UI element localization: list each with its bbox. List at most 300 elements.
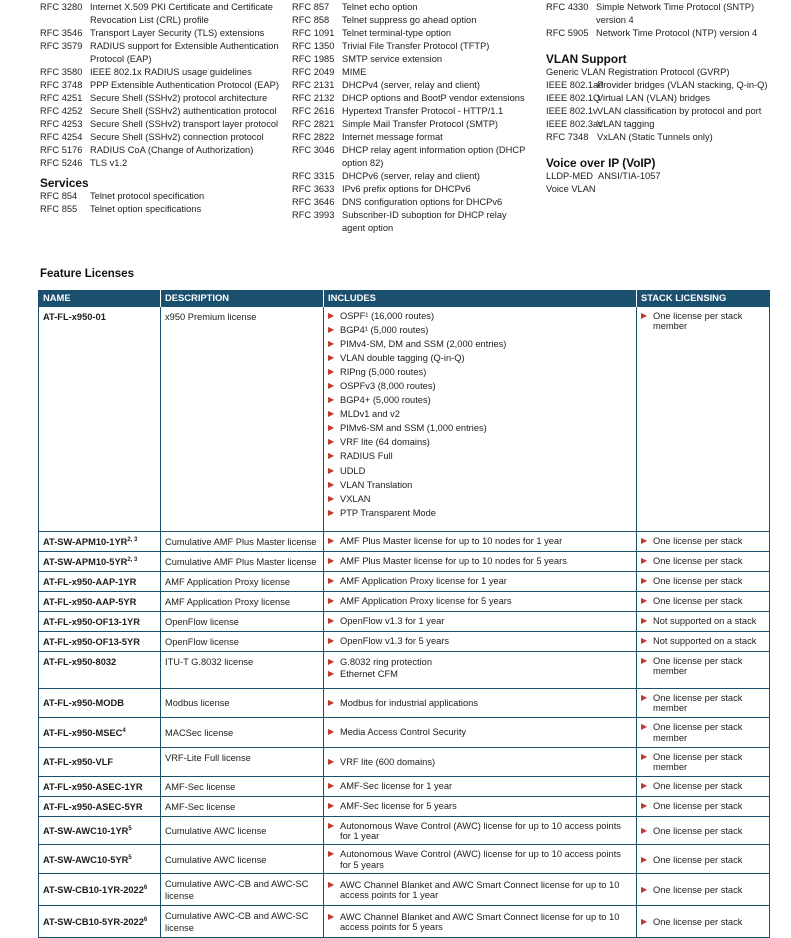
stack-item — [641, 576, 765, 586]
license-name — [39, 717, 161, 747]
column-header-name: NAME — [39, 290, 161, 306]
stack-text: One license per stack member — [653, 751, 743, 772]
rfc-description: DHCP relay agent information option (DHCP option 82) — [342, 145, 526, 168]
stack-item — [641, 616, 765, 626]
stack-item — [641, 826, 765, 836]
license-description: Cumulative AWC-CB and AWC-SC license — [161, 906, 324, 938]
rfc-number: RFC 1350 — [292, 41, 335, 51]
license-includes — [324, 874, 637, 906]
arrow-right-icon: ▶ — [328, 576, 335, 586]
arrow-right-icon: ▶ — [328, 338, 335, 348]
arrow-right-icon: ▶ — [328, 820, 335, 830]
rfc-item — [546, 27, 786, 40]
vlan-standard: IEEE 802.1v — [546, 106, 598, 116]
rfc-item — [40, 203, 280, 216]
table-row — [39, 874, 770, 906]
stack-text: Not supported on a stack — [653, 636, 757, 647]
includes-item — [328, 478, 632, 492]
vlan-item — [546, 92, 786, 105]
arrow-right-icon: ▶ — [328, 781, 335, 791]
rfc-description: SMTP service extension — [342, 54, 443, 64]
license-description: AMF-Sec license — [161, 796, 324, 816]
voip-item — [546, 170, 786, 183]
includes-item — [328, 351, 632, 365]
stack-item — [641, 752, 765, 773]
license-stack — [637, 571, 770, 591]
rfc-item — [292, 79, 532, 92]
includes-item — [328, 536, 632, 546]
arrow-right-icon: ▶ — [328, 756, 335, 766]
rfc-number: RFC 4254 — [40, 132, 83, 142]
includes-text: Ethernet CFM — [340, 669, 398, 679]
rfc-description: Hypertext Transfer Protocol - HTTP/1.1 — [342, 106, 504, 116]
includes-item — [328, 435, 632, 449]
rfc-description: Telnet option specifications — [90, 204, 202, 214]
stack-item — [641, 885, 765, 895]
includes-item — [328, 576, 632, 586]
vlan-description: VLAN tagging — [597, 119, 655, 129]
license-name-text: AT-FL-x950-MSEC — [43, 727, 123, 738]
stack-item — [641, 311, 765, 332]
stack-item — [641, 656, 765, 677]
includes-text: AMF Plus Master license for up to 10 nodes for 1 year — [340, 536, 563, 547]
license-stack — [637, 906, 770, 938]
includes-text: Autonomous Wave Control (AWC) license for up to 10 access points for 5 years — [340, 849, 621, 870]
arrow-right-icon: ▶ — [328, 697, 335, 707]
rfc-description: TLS v1.2 — [90, 158, 128, 168]
arrow-right-icon: ▶ — [328, 656, 335, 666]
rfc-description: RADIUS CoA (Change of Authorization) — [90, 145, 254, 155]
vlan-item — [546, 105, 786, 118]
includes-text: AMF-Sec license for 1 year — [340, 781, 453, 792]
license-stack — [637, 688, 770, 717]
includes-text: AMF-Sec license for 5 years — [340, 801, 457, 812]
rfc-description: PPP Extensible Authentication Protocol (EAP) — [90, 80, 279, 90]
license-name — [39, 845, 161, 874]
rfc-description: Subscriber-ID suboption for DHCP relay agent option — [342, 210, 507, 233]
license-description: Cumulative AMF Plus Master license — [161, 531, 324, 551]
rfc-item — [292, 170, 532, 183]
license-includes — [324, 816, 637, 845]
vlan-item: Generic VLAN Registration Protocol (GVRP) — [546, 67, 730, 77]
includes-item — [328, 421, 632, 435]
stack-text: One license per stack member — [653, 692, 743, 713]
arrow-right-icon: ▶ — [641, 310, 648, 320]
rfc-item — [40, 40, 280, 66]
license-description: OpenFlow license — [161, 631, 324, 651]
table-row — [39, 651, 770, 688]
rfc-list-time — [546, 1, 786, 40]
license-stack — [637, 796, 770, 816]
voip-item-key: LLDP-MED — [546, 171, 594, 181]
stack-item — [641, 693, 765, 714]
includes-item — [328, 912, 632, 933]
stack-text: One license per stack — [653, 854, 743, 865]
stack-text: One license per stack — [653, 556, 743, 567]
stack-item — [641, 781, 765, 791]
license-stack — [637, 551, 770, 571]
arrow-right-icon: ▶ — [328, 310, 335, 320]
table-row — [39, 631, 770, 651]
rfc-number: RFC 2049 — [292, 67, 335, 77]
vlan-description: VLAN classification by protocol and port — [597, 106, 762, 116]
license-description: OpenFlow license — [161, 611, 324, 631]
arrow-right-icon: ▶ — [641, 636, 648, 646]
footnote-ref: 5 — [128, 825, 132, 832]
table-row — [39, 906, 770, 938]
license-description: Cumulative AWC license — [161, 816, 324, 845]
license-description: AMF-Sec license — [161, 776, 324, 796]
rfc-number: RFC 3315 — [292, 171, 335, 181]
rfc-item — [40, 144, 280, 157]
license-includes — [324, 571, 637, 591]
license-name — [39, 874, 161, 906]
footnote-ref: 2, 3 — [127, 536, 138, 543]
includes-text: RIPng (5,000 routes) — [340, 366, 427, 377]
includes-item — [328, 407, 632, 421]
arrow-right-icon: ▶ — [328, 727, 335, 737]
rfc-description: DNS configuration options for DHCPv6 — [342, 197, 503, 207]
arrow-right-icon: ▶ — [328, 616, 335, 626]
license-name — [39, 816, 161, 845]
stack-text: One license per stack — [653, 916, 743, 927]
rfc-number: RFC 5246 — [40, 158, 83, 168]
rfc-description: Telnet terminal-type option — [342, 28, 452, 38]
footnote-ref: 2, 3 — [127, 556, 138, 563]
license-includes — [324, 747, 637, 776]
arrow-right-icon: ▶ — [328, 395, 335, 405]
rfc-item — [40, 118, 280, 131]
column-header-description: DESCRIPTION — [161, 290, 324, 306]
rfc-number: RFC 854 — [40, 191, 78, 201]
license-name-text: AT-SW-AWC10-1YR — [43, 825, 129, 836]
includes-text: OSPFv3 (8,000 routes) — [340, 380, 436, 391]
license-description: Cumulative AWC-CB and AWC-SC license — [161, 874, 324, 906]
rfc-item — [40, 66, 280, 79]
rfc-item — [292, 183, 532, 196]
includes-item — [328, 309, 632, 323]
license-description: Cumulative AWC license — [161, 845, 324, 874]
includes-text: PIMv4-SM, DM and SSM (2,000 entries) — [340, 338, 507, 349]
license-name-text: AT-FL-x950-VLF — [43, 757, 114, 767]
table-row — [39, 747, 770, 776]
arrow-right-icon: ▶ — [328, 493, 335, 503]
table-row — [39, 591, 770, 611]
table-row — [39, 816, 770, 845]
rfc-description: DHCP options and BootP vendor extensions — [342, 93, 525, 103]
rfc-item — [40, 105, 280, 118]
rfc-item — [292, 105, 532, 118]
license-name-text: AT-SW-CB10-5YR-2022 — [43, 917, 144, 928]
standards-column-2 — [292, 1, 532, 235]
rfc-item — [292, 144, 532, 170]
rfc-description: DHCPv4 (server, relay and client) — [342, 80, 480, 90]
table-row — [39, 717, 770, 747]
arrow-right-icon: ▶ — [641, 596, 648, 606]
includes-text: OpenFlow v1.3 for 5 years — [340, 636, 450, 647]
license-name-text: AT-FL-x950-ASEC-5YR — [43, 801, 143, 812]
license-stack — [637, 631, 770, 651]
includes-text: VRF lite (64 domains) — [340, 437, 430, 448]
rfc-description: MIME — [342, 67, 367, 77]
rfc-list-security — [40, 1, 280, 170]
stack-item — [641, 536, 765, 546]
license-stack — [637, 611, 770, 631]
includes-item — [328, 849, 632, 870]
standards-column-1 — [40, 1, 280, 216]
license-stack — [637, 776, 770, 796]
arrow-right-icon: ▶ — [641, 884, 648, 894]
license-name-text: AT-FL-x950-ASEC-1YR — [43, 781, 143, 792]
arrow-right-icon: ▶ — [641, 801, 648, 811]
license-stack — [637, 531, 770, 551]
rfc-item — [292, 209, 532, 235]
vlan-support-heading: VLAN Support — [546, 52, 627, 66]
rfc-number: RFC 855 — [40, 204, 78, 214]
arrow-right-icon: ▶ — [328, 636, 335, 646]
arrow-right-icon: ▶ — [328, 465, 335, 475]
rfc-item — [292, 196, 532, 209]
rfc-description: Simple Network Time Protocol (SNTP) version 4 — [596, 2, 755, 25]
table-header-row — [39, 290, 770, 306]
arrow-right-icon: ▶ — [641, 722, 648, 732]
arrow-right-icon: ▶ — [641, 536, 648, 546]
stack-item — [641, 917, 765, 927]
table-row — [39, 571, 770, 591]
arrow-right-icon: ▶ — [328, 366, 335, 376]
rfc-number: RFC 4330 — [546, 2, 589, 12]
rfc-number: RFC 4253 — [40, 119, 83, 129]
license-stack — [637, 747, 770, 776]
includes-item — [328, 464, 632, 478]
rfc-description: IPv6 prefix options for DHCPv6 — [342, 184, 471, 194]
stack-text: One license per stack — [653, 596, 743, 607]
arrow-right-icon: ▶ — [328, 352, 335, 362]
table-row-premium — [39, 306, 770, 531]
license-name-text: AT-SW-AWC10-5YR — [43, 854, 129, 865]
includes-text: BGP4¹ (5,000 routes) — [340, 324, 429, 335]
rfc-item — [546, 1, 786, 27]
arrow-right-icon: ▶ — [641, 616, 648, 626]
feature-licenses-table — [38, 290, 770, 938]
table-row — [39, 845, 770, 874]
rfc-number: RFC 3580 — [40, 67, 83, 77]
footnote-ref: 6 — [143, 917, 148, 924]
license-includes — [324, 906, 637, 938]
rfc-number: RFC 5905 — [546, 28, 589, 38]
includes-item — [328, 636, 632, 646]
license-includes — [324, 631, 637, 651]
rfc-description: RADIUS support for Extensible Authentication Protocol (EAP) — [90, 41, 279, 64]
stack-text: One license per stack member — [653, 310, 743, 331]
table-row — [39, 611, 770, 631]
arrow-right-icon: ▶ — [328, 380, 335, 390]
includes-text: VLAN Translation — [340, 479, 413, 490]
arrow-right-icon: ▶ — [328, 596, 335, 606]
license-description: Cumulative AMF Plus Master license — [161, 551, 324, 571]
license-name — [39, 747, 161, 776]
includes-item — [328, 337, 632, 351]
license-name — [39, 571, 161, 591]
rfc-number: RFC 3993 — [292, 210, 335, 220]
rfc-item — [292, 1, 532, 14]
includes-item — [328, 556, 632, 566]
vlan-description: VxLAN (Static Tunnels only) — [597, 132, 713, 142]
arrow-right-icon: ▶ — [328, 451, 335, 461]
license-name-text: AT-FL-x950-MODB — [43, 698, 124, 708]
arrow-right-icon: ▶ — [641, 655, 648, 665]
arrow-right-icon: ▶ — [641, 751, 648, 761]
rfc-description: Telnet suppress go ahead option — [342, 15, 477, 25]
rfc-description: Simple Mail Transfer Protocol (SMTP) — [342, 119, 499, 129]
rfc-number: RFC 858 — [292, 15, 330, 25]
stack-item — [641, 556, 765, 566]
license-name — [39, 611, 161, 631]
rfc-number: RFC 3748 — [40, 80, 83, 90]
includes-text: UDLD — [340, 465, 366, 476]
stack-text: One license per stack member — [653, 722, 743, 743]
arrow-right-icon: ▶ — [641, 576, 648, 586]
rfc-number: RFC 2131 — [292, 80, 335, 90]
arrow-right-icon: ▶ — [328, 479, 335, 489]
license-includes — [324, 688, 637, 717]
column-header-stack-licensing: STACK LICENSING — [637, 290, 770, 306]
rfc-description: DHCPv6 (server, relay and client) — [342, 171, 480, 181]
license-name — [39, 631, 161, 651]
rfc-number: RFC 1985 — [292, 54, 335, 64]
stack-item — [641, 636, 765, 646]
includes-text: Media Access Control Security — [340, 727, 467, 738]
includes-item — [328, 781, 632, 791]
license-stack — [637, 717, 770, 747]
voip-item-value: ANSI/TIA-1057 — [598, 171, 661, 181]
includes-text: Modbus for industrial applications — [340, 697, 478, 708]
footnote-ref: 5 — [128, 854, 132, 861]
arrow-right-icon: ▶ — [328, 507, 335, 517]
includes-text: AWC Channel Blanket and AWC Smart Connect license for up to 10 access points for 5 years — [340, 911, 620, 933]
vlan-description: Virtual LAN (VLAN) bridges — [597, 93, 710, 103]
license-name — [39, 591, 161, 611]
rfc-list-services — [40, 190, 280, 216]
rfc-number: RFC 4251 — [40, 93, 83, 103]
arrow-right-icon: ▶ — [328, 669, 335, 678]
includes-item — [328, 668, 632, 681]
includes-text: RADIUS Full — [340, 451, 393, 462]
license-description: x950 Premium license — [161, 306, 324, 531]
stack-item — [641, 722, 765, 743]
includes-text: AMF Application Proxy license for 1 year — [340, 576, 507, 587]
rfc-item — [292, 118, 532, 131]
rfc-description: IEEE 802.1x RADIUS usage guidelines — [90, 67, 252, 77]
license-includes — [324, 306, 637, 531]
includes-item — [328, 821, 632, 842]
rfc-item — [40, 157, 280, 170]
license-description: AMF Application Proxy license — [161, 591, 324, 611]
rfc-item — [292, 40, 532, 53]
includes-text: PIMv6-SM and SSM (1,000 entries) — [340, 423, 487, 434]
vlan-description: Provider bridges (VLAN stacking, Q-in-Q) — [597, 80, 768, 90]
voip-heading: Voice over IP (VoIP) — [546, 156, 656, 170]
license-includes — [324, 591, 637, 611]
feature-licenses-title: Feature Licenses — [40, 268, 134, 280]
arrow-right-icon: ▶ — [641, 781, 648, 791]
rfc-item — [292, 131, 532, 144]
footnote-ref: 6 — [143, 885, 148, 892]
rfc-number: RFC 2821 — [292, 119, 335, 129]
rfc-description: Secure Shell (SSHv2) protocol architecture — [90, 93, 268, 103]
arrow-right-icon: ▶ — [328, 324, 335, 334]
rfc-number: RFC 2822 — [292, 132, 335, 142]
arrow-right-icon: ▶ — [641, 825, 648, 835]
arrow-right-icon: ▶ — [328, 409, 335, 419]
license-includes — [324, 651, 637, 688]
includes-item — [328, 365, 632, 379]
stack-text: One license per stack — [653, 781, 743, 792]
stack-text: One license per stack — [653, 884, 743, 895]
license-stack — [637, 845, 770, 874]
license-name-text: AT-SW-CB10-1YR-2022 — [43, 885, 144, 896]
rfc-number: RFC 857 — [292, 2, 330, 12]
stack-text: One license per stack — [653, 825, 743, 836]
license-includes — [324, 717, 637, 747]
license-description: ITU-T G.8032 license — [161, 651, 324, 688]
rfc-item — [292, 53, 532, 66]
includes-item — [328, 801, 632, 811]
license-stack — [637, 306, 770, 531]
table-row — [39, 796, 770, 816]
rfc-number: RFC 3579 — [40, 41, 83, 51]
rfc-description: Network Time Protocol (NTP) version 4 — [596, 28, 758, 38]
includes-text: MLDv1 and v2 — [340, 409, 400, 420]
arrow-right-icon: ▶ — [641, 556, 648, 566]
includes-item — [328, 616, 632, 626]
rfc-list-services-continued — [292, 1, 532, 235]
vlan-standard: IEEE 802.1Q — [546, 93, 601, 103]
arrow-right-icon: ▶ — [328, 437, 335, 447]
license-stack — [637, 816, 770, 845]
rfc-description: Internet X.509 PKI Certificate and Certificate Revocation List (CRL) profile — [90, 2, 273, 25]
includes-text: VLAN double tagging (Q-in-Q) — [340, 352, 465, 363]
table-row — [39, 688, 770, 717]
arrow-right-icon: ▶ — [328, 849, 335, 859]
license-name-text: AT-SW-APM10-5YR — [43, 556, 128, 567]
includes-item — [328, 757, 632, 767]
includes-text: OpenFlow v1.3 for 1 year — [340, 616, 445, 627]
license-includes — [324, 551, 637, 571]
table-row — [39, 531, 770, 551]
includes-item — [328, 727, 632, 737]
includes-item — [328, 596, 632, 606]
rfc-number: RFC 3546 — [40, 28, 83, 38]
rfc-item — [40, 27, 280, 40]
rfc-item — [40, 131, 280, 144]
includes-item — [328, 698, 632, 708]
rfc-description: Trivial File Transfer Protocol (TFTP) — [342, 41, 490, 51]
rfc-number: RFC 2132 — [292, 93, 335, 103]
vlan-standard: RFC 7348 — [546, 132, 589, 142]
license-includes — [324, 776, 637, 796]
rfc-description: Transport Layer Security (TLS) extensions — [90, 28, 265, 38]
stack-text: One license per stack — [653, 576, 743, 587]
license-name — [39, 906, 161, 938]
rfc-number: RFC 3046 — [292, 145, 335, 155]
includes-item — [328, 492, 632, 506]
rfc-item — [292, 66, 532, 79]
vlan-item — [546, 118, 786, 131]
includes-item — [328, 323, 632, 337]
arrow-right-icon: ▶ — [641, 692, 648, 702]
vlan-item — [546, 79, 786, 92]
